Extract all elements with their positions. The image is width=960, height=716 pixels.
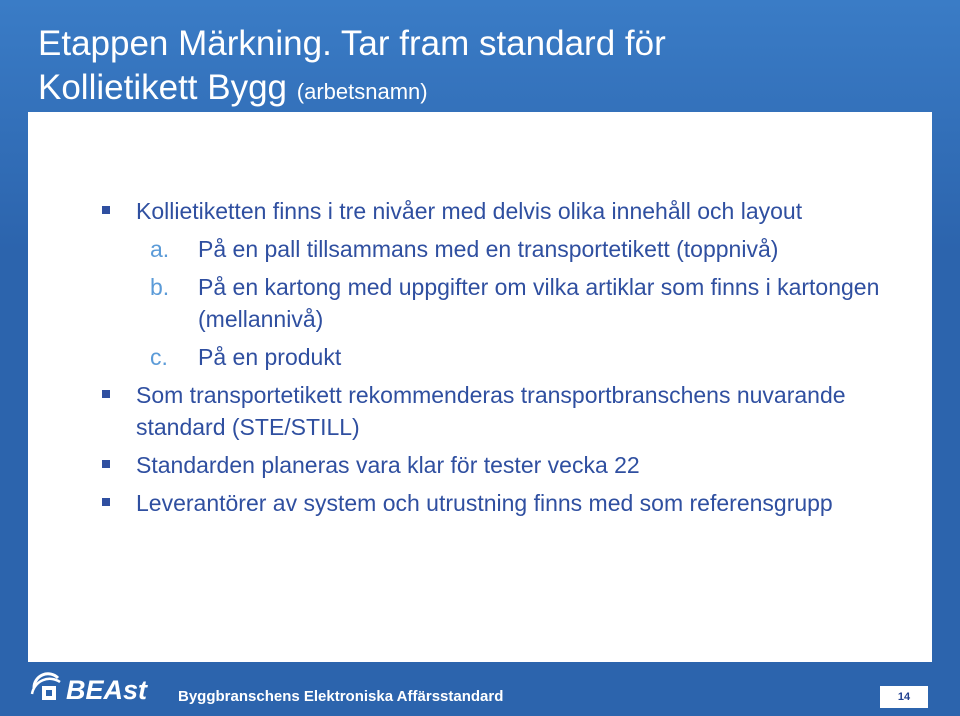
bullet-text: Standarden planeras vara klar för tester vecka 22 bbox=[136, 452, 640, 478]
sub-item-letter: c. bbox=[150, 344, 168, 370]
sub-item bbox=[28, 233, 928, 265]
title-line-2: Kollietikett Bygg bbox=[38, 68, 288, 107]
title-subtitle: (arbetsnamn) bbox=[296, 79, 428, 104]
bullet-item bbox=[28, 487, 928, 519]
bullet-square-icon bbox=[102, 206, 110, 214]
sub-item-letter: a. bbox=[150, 236, 170, 262]
title-line-1: Etappen Märkning. Tar fram standard för bbox=[38, 24, 666, 63]
bullet-item bbox=[28, 379, 928, 443]
page-number: 14 bbox=[880, 686, 928, 708]
bullet-square-icon bbox=[102, 390, 110, 398]
bullet-list bbox=[28, 195, 928, 519]
bullet-text: Som transportetikett rekommenderas transportbranschens nuvarande standard (STE/STILL) bbox=[136, 382, 846, 440]
sub-item-text: På en kartong med uppgifter om vilka artiklar som finns i kartongen (mellannivå) bbox=[198, 274, 880, 332]
sub-item-text: På en pall tillsammans med en transportetikett (toppnivå) bbox=[198, 236, 779, 262]
bullet-text: Leverantörer av system och utrustning finns med som referensgrupp bbox=[136, 490, 833, 516]
beast-logo-text: BEAst bbox=[66, 675, 148, 705]
sub-item-letter: b. bbox=[150, 274, 170, 300]
slide-title bbox=[38, 22, 918, 114]
bullet-square-icon bbox=[102, 460, 110, 468]
sub-item bbox=[28, 271, 928, 335]
footer-text: Byggbranschens Elektroniska Affärsstandard bbox=[178, 688, 504, 705]
beast-logo-icon bbox=[32, 674, 60, 700]
bullet-text: Kollietiketten finns i tre nivåer med delvis olika innehåll och layout bbox=[136, 198, 803, 224]
beast-logo bbox=[28, 668, 160, 708]
bullet-item bbox=[28, 449, 928, 481]
bullet-item bbox=[28, 195, 928, 227]
sub-item-text: På en produkt bbox=[198, 344, 342, 370]
bullet-square-icon bbox=[102, 498, 110, 506]
sub-item bbox=[28, 341, 928, 373]
